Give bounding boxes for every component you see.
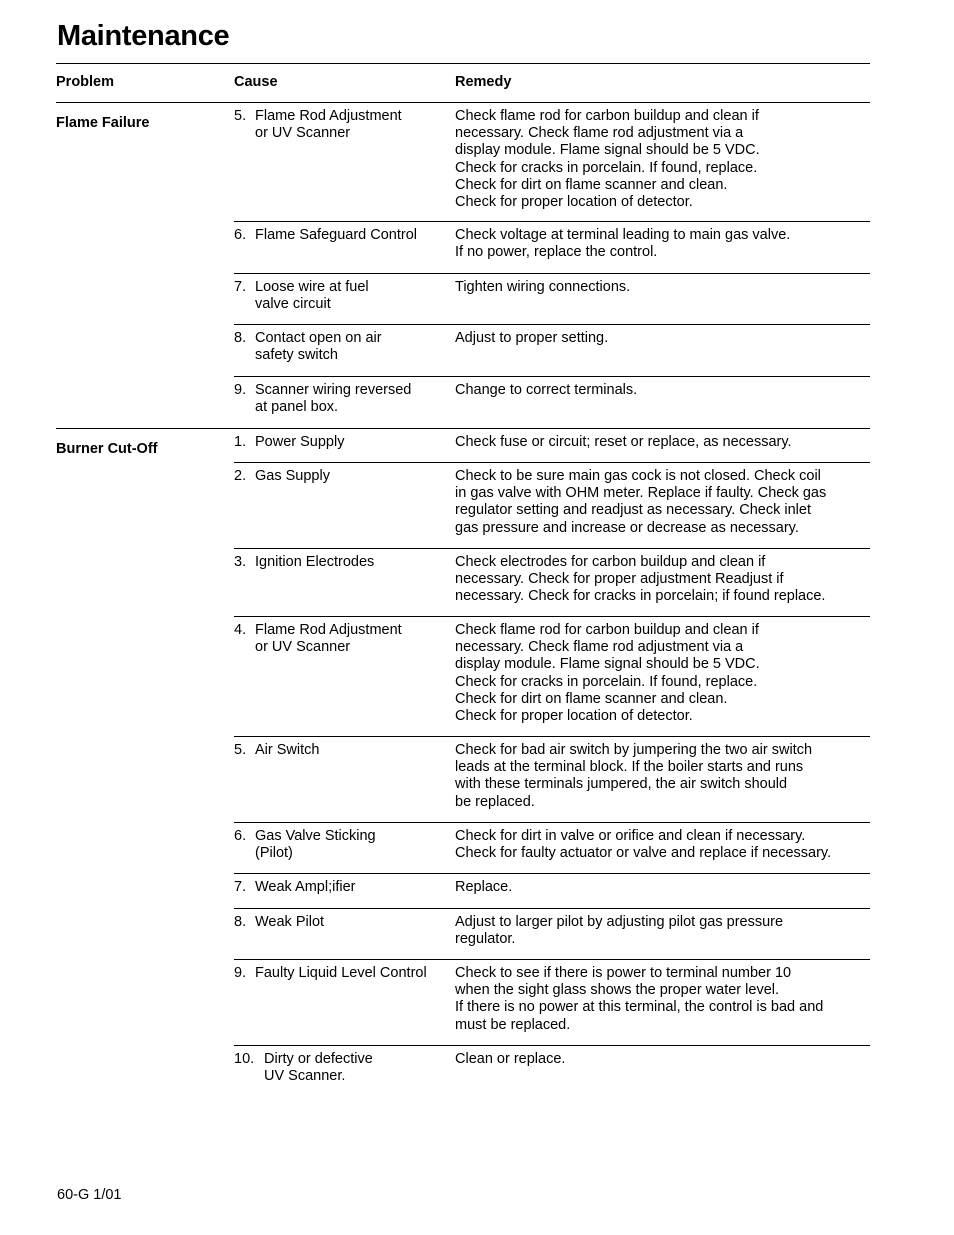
cause-text: Dirty or defective UV Scanner. [264, 1051, 373, 1085]
remedy-text: Check flame rod for carbon buildup and clean if necessary. Check flame rod adjustment via a display module. Flame signal should be 5 VDC. Check for cracks in porcelain. If found, replace. Check for dirt on flame scanner and clean. Check for proper location of detector. [455, 108, 760, 211]
remedy-text: Adjust to larger pilot by adjusting pilot gas pressure regulator. [455, 914, 784, 948]
remedy-text: Check voltage at terminal leading to main gas valve. If no power, replace the control. [455, 227, 791, 261]
cause-text: Flame Rod Adjustment or UV Scanner [255, 622, 402, 656]
cause-number: 4. [234, 622, 247, 638]
table-row [234, 909, 870, 960]
page-title: Maintenance [57, 20, 230, 52]
cause-text: Weak Ampl;ifier [255, 879, 356, 895]
cause-text: Flame Safeguard Control [255, 227, 417, 243]
remedy-text: Check fuse or circuit; reset or replace, as necessary. [455, 434, 792, 450]
remedy-text: Check to be sure main gas cock is not closed. Check coil in gas valve with OHM meter. Replace if faulty. Check gas regulator setting and readjust as necessary. Check inlet gas pressure and increase or decrease as necessary. [455, 468, 827, 536]
cause-text: Flame Rod Adjustment or UV Scanner [255, 108, 402, 142]
cause-number: 3. [234, 554, 247, 570]
header-cause: Cause [234, 74, 278, 90]
cause-text: Air Switch [255, 742, 320, 758]
problem-label: Burner Cut-Off [56, 441, 158, 457]
cause-number: 8. [234, 914, 247, 930]
cause-number: 9. [234, 382, 247, 398]
cause-text: Faulty Liquid Level Control [255, 965, 427, 981]
table-row [234, 737, 870, 823]
cause-number: 1. [234, 434, 247, 450]
table-row [234, 325, 870, 377]
remedy-text: Change to correct terminals. [455, 382, 638, 398]
table-row [234, 222, 870, 274]
problem-label: Flame Failure [56, 115, 150, 131]
cause-number: 6. [234, 227, 247, 243]
table-row [234, 549, 870, 617]
cause-number: 8. [234, 330, 247, 346]
cause-number: 10. [234, 1051, 255, 1067]
cause-number: 9. [234, 965, 247, 981]
problem-group-burner-cut-off [56, 429, 870, 1098]
remedy-text: Check for dirt in valve or orifice and clean if necessary. Check for faulty actuator or valve and replace if necessary. [455, 828, 832, 862]
header-problem: Problem [56, 74, 115, 90]
cause-number: 5. [234, 742, 247, 758]
cause-text: Gas Supply [255, 468, 330, 484]
cause-text: Contact open on air safety switch [255, 330, 382, 364]
page-footer: 60-G 1/01 [57, 1187, 122, 1203]
cause-number: 6. [234, 828, 247, 844]
table-row [234, 874, 870, 909]
remedy-text: Adjust to proper setting. [455, 330, 609, 346]
table-row [234, 960, 870, 1046]
cause-text: Ignition Electrodes [255, 554, 375, 570]
cause-text: Power Supply [255, 434, 345, 450]
remedy-text: Clean or replace. [455, 1051, 566, 1067]
remedy-text: Replace. [455, 879, 513, 895]
header-remedy: Remedy [455, 74, 512, 90]
cause-text: Gas Valve Sticking (Pilot) [255, 828, 376, 862]
remedy-text: Check flame rod for carbon buildup and clean if necessary. Check flame rod adjustment via a display module. Flame signal should be 5 VDC. Check for cracks in porcelain. If found, replace. Check for dirt on flame scanner and clean. Check for proper location of detector. [455, 622, 760, 725]
table-row [234, 823, 870, 874]
troubleshooting-table [56, 63, 870, 1098]
table-header [56, 63, 870, 103]
table-row [234, 103, 870, 222]
table-row [234, 617, 870, 737]
remedy-text: Check to see if there is power to terminal number 10 when the sight glass shows the proper water level. If there is no power at this terminal, the control is bad and must be replaced. [455, 965, 824, 1033]
table-row [234, 1046, 870, 1098]
problem-group-flame-failure [56, 103, 870, 429]
remedy-text: Check for bad air switch by jumpering the two air switch leads at the terminal block. If the boiler starts and runs with these terminals jumpered, the air switch should be replaced. [455, 742, 813, 810]
table-row [234, 274, 870, 325]
cause-text: Weak Pilot [255, 914, 325, 930]
cause-number: 7. [234, 279, 247, 295]
cause-number: 2. [234, 468, 247, 484]
table-row [234, 377, 870, 428]
table-row [234, 429, 870, 463]
cause-number: 5. [234, 108, 247, 124]
cause-text: Scanner wiring reversed at panel box. [255, 382, 412, 416]
cause-number: 7. [234, 879, 247, 895]
table-row [234, 463, 870, 549]
cause-text: Loose wire at fuel valve circuit [255, 279, 369, 313]
remedy-text: Check electrodes for carbon buildup and clean if necessary. Check for proper adjustment Readjust if necessary. Check for cracks in porcelain; if found replace. [455, 554, 826, 605]
remedy-text: Tighten wiring connections. [455, 279, 631, 295]
